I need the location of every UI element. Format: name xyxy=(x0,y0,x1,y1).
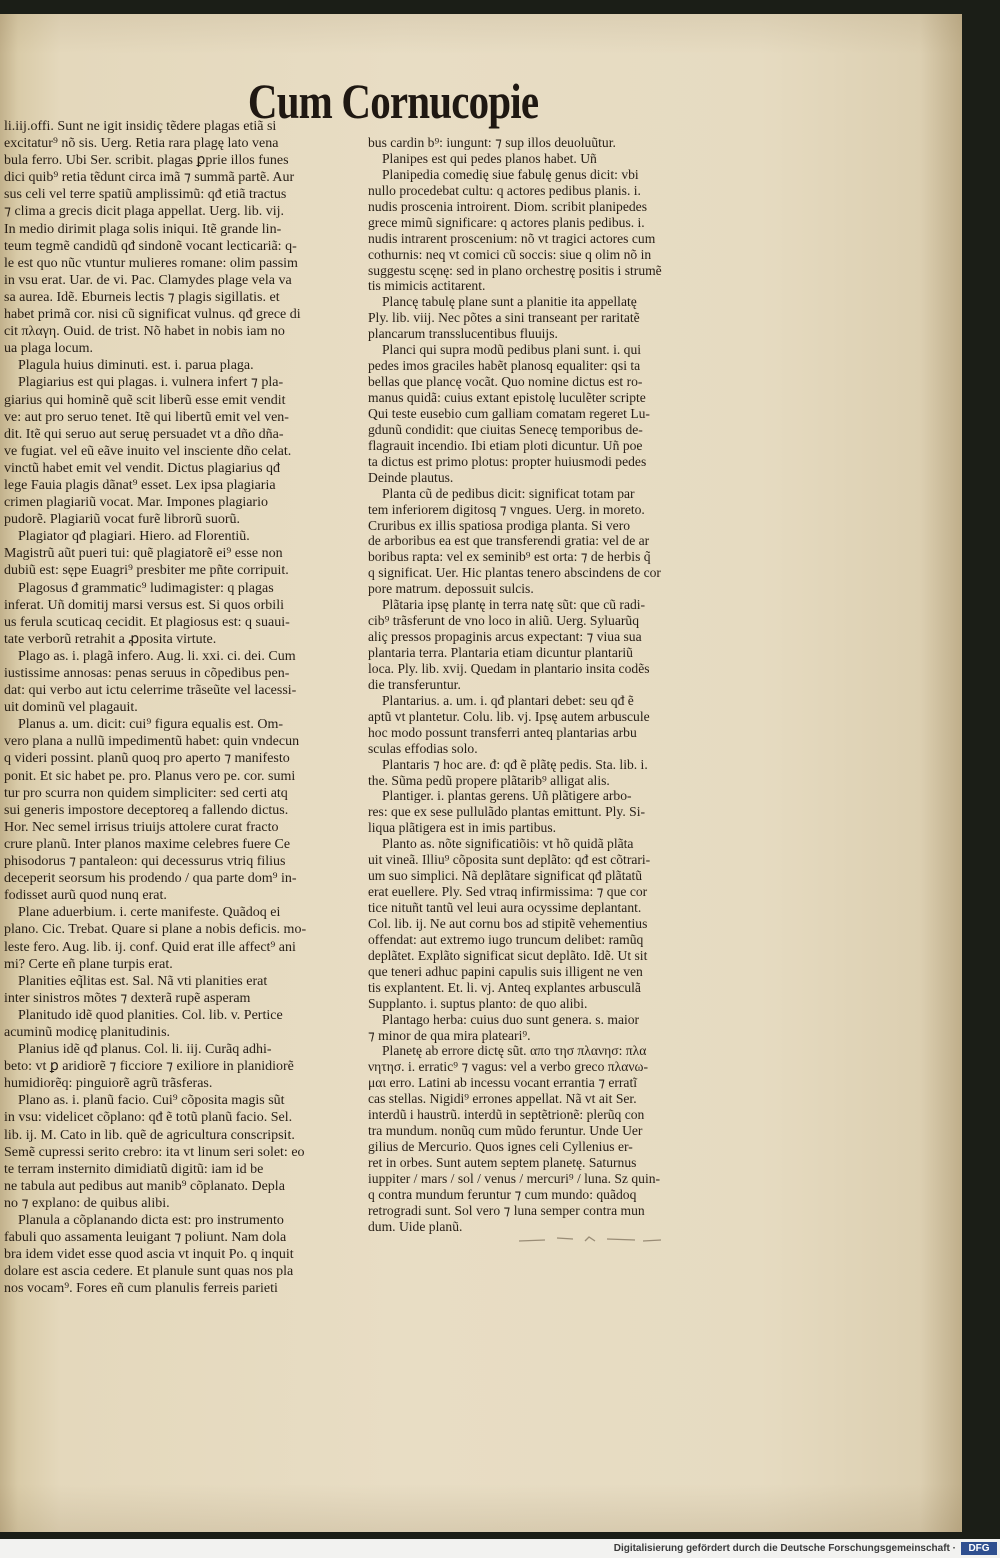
text-line: habet primã cor. nisi cũ significat vulnus. qđ grece di xyxy=(4,307,301,323)
text-line: Semẽ cupressi serito crebro: ita vt linum seri solet: eo xyxy=(4,1144,305,1160)
text-line: Plane aduerbium. i. certe manifeste. Quãdoq ei xyxy=(18,905,281,921)
text-line: Hor. Nec semel irrisus triuijs attolere curat fracto xyxy=(4,819,279,835)
text-line: Planipedia comedię siue fabulę genus dicit: vbi xyxy=(382,166,639,182)
text-line: tis mimicis actitarent. xyxy=(368,278,486,294)
text-line: sculas effodias solo. xyxy=(368,740,478,756)
text-line: lib. ij. M. Cato in lib. quẽ de agricultura conscripsit. xyxy=(4,1127,295,1143)
text-line: gdunũ condidit: que ciuitas Senecę temporibus de- xyxy=(368,421,643,437)
text-line: fabuli quo assamenta leuigant ⁊ poliunt. Nam dola xyxy=(4,1230,287,1246)
text-line: pudorẽ. Plagiariũ vocat furẽ librorũ suorũ. xyxy=(4,512,240,528)
text-line: aptũ vt plantetur. Colu. lib. vj. Ipsę autem arbuscule xyxy=(368,708,650,724)
text-line: dubiũ est: sępe Euagri⁹ presbiter me pñte corripuit. xyxy=(4,563,289,579)
text-line: Cruribus ex illis spatiosa prodiga planta. Si vero xyxy=(368,517,631,533)
text-line: crure planũ. Inter planos maxime celebres fuere Ce xyxy=(4,836,291,852)
text-line: ne tabula aut pedibus aut manib⁹ cõplanato. Depla xyxy=(4,1178,285,1194)
text-line: Plantaris ⁊ hoc are. đ: qđ ẽ plãtę pedis. Sta. lib. i. xyxy=(382,756,648,772)
text-line: vero plana a nullũ impedimentũ habet: quin vndecun xyxy=(4,734,300,750)
text-line: hoc modo possunt transferri anteq plantarias arbu xyxy=(368,724,637,740)
text-line: ret in orbes. Sunt autem septem planetę. Saturnus xyxy=(368,1155,637,1170)
text-line: sui generis impostore deceptoreq a fallendo dictus. xyxy=(4,802,289,818)
text-line: res: que ex sese pullulãdo plantas emittunt. Ply. Si- xyxy=(368,804,645,820)
text-line: sus celi vel terre spatiũ amplissimũ: qđ etiã tractus xyxy=(4,187,287,203)
text-line: beto: vt ꝑ aridiorẽ ⁊ ficciore ⁊ exiliore in planidiorẽ xyxy=(4,1059,294,1075)
text-line: Plagiator qđ plagiari. Hiero. ad Florentiũ. xyxy=(18,529,250,545)
text-line: tis explantent. Et. li. vj. Anteq explantes arbusculã xyxy=(368,979,641,995)
text-line: te terram insternito dimidiatũ digitũ: iam id be xyxy=(4,1161,264,1177)
text-line: Magistrũ aũt pueri tui: quẽ plagiatorẽ ei⁹ esse non xyxy=(4,546,283,562)
text-line: Plãtaria ipsę plantę in terra natę sũt: que cũ radi- xyxy=(382,597,646,613)
text-line: Plantiger. i. plantas gerens. Uñ plãtigere arbo- xyxy=(382,788,632,804)
text-line: dat: qui verbo aut ictu celerrime trãseũte vel lacessi- xyxy=(4,683,297,699)
text-line: Planius idẽ qđ planus. Col. li. iij. Curãq adhi- xyxy=(18,1042,272,1058)
text-line: iuppiter / mars / sol / venus / mercuri⁹ / luna. Sz quin- xyxy=(368,1170,661,1186)
text-line: νητησ. i. erratic⁹ ⁊ vagus: vel a verbo greco πλανω- xyxy=(368,1059,648,1075)
text-line: in vsu: videlicet cõplano: qđ ẽ totũ planũ facio. Sel. xyxy=(4,1110,293,1126)
text-line: le est quo nũc vtuntur mulieres romane: olim passim xyxy=(4,255,298,271)
text-line: aliç pressos propaginis arcus expectant: ⁊ viua sua xyxy=(368,629,642,645)
text-line: nos vocam⁹. Fores eñ cum planulis ferreis parieti xyxy=(4,1281,278,1297)
text-line: In medio dirimit plaga solis iniqui. Itẽ grande lin- xyxy=(4,221,282,237)
text-line: deceperit seorsum his prodendo / qua parte dom⁹ in- xyxy=(4,871,297,887)
text-line: acuminũ modicę planitudinis. xyxy=(4,1024,171,1040)
text-line: Supplanto. i. suptus planto: de quo alibi. xyxy=(368,995,588,1011)
text-line: Plagiarius est qui plagas. i. vulnera infert ⁊ pla- xyxy=(18,375,284,391)
text-line: Plantago herba: cuius duo sunt genera. s. maior xyxy=(382,1011,640,1027)
text-line: q videri possint. planũ quoq pro aperto ⁊ manifesto xyxy=(4,751,290,767)
text-line: excitatur⁹ nõ sis. Uerg. Retia rara plagę lato vena xyxy=(4,136,279,152)
text-line: bellas que plancę vocãt. Quo nomine dictus est ro- xyxy=(368,374,643,390)
text-line: Plancę tabulę plane sunt a planitie ita appellatę xyxy=(382,294,637,310)
text-line: de arboribus ea est que transferendi gratia: vel de ar xyxy=(368,533,650,549)
text-line: cib⁹ trãsferunt de vno loco in aliũ. Uerg. Syluarũq xyxy=(368,613,640,629)
text-line: iustissime annosas: penas seruus in cõpedibus pen- xyxy=(4,666,290,681)
text-line: tem inferiorem digitosq ⁊ vngues. Uerg. in moreto. xyxy=(368,501,645,517)
text-line: us ferula scuticaq cecidit. Et plagiosus est: q suaui- xyxy=(4,614,290,630)
text-line: Planula a cõplanando dicta est: pro instrumento xyxy=(18,1213,284,1228)
text-line: li.iij.offi. Sunt ne igit insidiç tẽdere plagas etiã si xyxy=(4,119,277,134)
text-line: Planci qui supra modũ pedibus plani sunt. i. qui xyxy=(382,342,642,358)
text-line: Plagosus đ grammatic⁹ ludimagister: q plagas xyxy=(18,580,274,596)
text-line: dici quib⁹ retia tẽdunt circa imã ⁊ summã partẽ. Aur xyxy=(4,170,295,186)
text-line: Planto as. nõte significatiõis: vt hõ quidã plãta xyxy=(382,836,634,852)
text-line: Planus a. um. dicit: cui⁹ figura equalis est. Om- xyxy=(18,717,283,733)
text-line: q significat. Uer. Hic plantas tenero abscindens de cor xyxy=(368,565,661,581)
text-line: plancarum transslucentibus fluuijs. xyxy=(368,326,558,342)
text-line: bus cardin b⁹: iungunt: ⁊ sup illos deuoluũtur. xyxy=(368,135,616,150)
text-line: dit. Itẽ qui seruo aut seruę persuadet vt a dño dña- xyxy=(4,426,284,442)
text-line: bula ferro. Ubi Ser. scribit. plagas ꝑprie illos funes xyxy=(4,153,289,169)
text-line: Col. lib. ij. Ne aut cornu bos ad stipitẽ vehementius xyxy=(368,915,648,931)
text-line: cas stellas. Nigidi⁹ errones appellat. Nã vt ait Ser. xyxy=(368,1091,637,1107)
text-line: Qui teste eusebio cum galliam comatam regeret Lu- xyxy=(368,405,650,421)
text-line: nudis proscenia introirent. Diom. scribit planipedes xyxy=(368,198,647,214)
text-line: ua plaga locum. xyxy=(4,341,94,357)
text-line: loca. Ply. lib. xvij. Quedam in plantario insita codẽs xyxy=(368,660,650,676)
text-line: dolare est ascia cedere. Et planule sunt quas nos pla xyxy=(4,1264,294,1280)
text-line: Planitudo idẽ quod planities. Col. lib. v. Pertice xyxy=(18,1007,283,1023)
text-line: nudis intrarent proscenium: nõ vt tragici actores cum xyxy=(368,230,656,246)
text-line: μαι erro. Latini ab incessu vocant errantia ⁊ erratĩ xyxy=(368,1075,638,1091)
text-line: boribus rapta: vel ex seminib⁹ est orta: ⁊ de herbis q̃ xyxy=(368,549,651,565)
right-column xyxy=(368,135,720,1240)
text-line: vinctũ habet emit vel vendit. Dictus plagiarius qđ xyxy=(4,460,281,476)
text-line: ve: aut pro seruo tenet. Itẽ qui libertũ emit vel ven- xyxy=(4,409,289,425)
ornament-marks xyxy=(515,1232,665,1246)
text-line: bra idem videt esse quod ascia vt inquit Po. q inquit xyxy=(4,1247,294,1263)
text-line: ta dictus est primo plotus: propter huiusmodi pedes xyxy=(368,453,647,469)
text-line: offendat: aut extremo iugo truncum delibet: ramũq xyxy=(368,931,644,947)
text-line: the. Sũma pedũ propere plãtarib⁹ alligat alis. xyxy=(368,772,610,788)
text-line: Planities eq̃litas est. Sal. Nã vti planities erat xyxy=(18,973,268,989)
text-line: Plago as. i. plagã infero. Aug. li. xxi. ci. dei. Cum xyxy=(18,648,296,664)
text-line: in vsu erat. Uar. de vi. Pac. Clamydes plage vela va xyxy=(4,272,292,288)
text-line: suggestu scęnę: sed in plano orchestrę positis i strumẽ xyxy=(368,262,662,278)
text-line: Planipes est qui pedes planos habet. Uñ xyxy=(382,150,597,166)
text-line: ve fugiat. vel eũ eãve inuito vel insciente dño celat. xyxy=(4,443,292,459)
text-line: deplãtet. Explãto significat sicut deplãto. Idẽ. Ut sit xyxy=(368,947,648,963)
running-head: Cum Cornucopie xyxy=(247,73,539,129)
footer-band xyxy=(0,1539,1000,1558)
text-line: uit vineã. Illiu⁹ cõposita sunt deplãto: qđ est cõtrari- xyxy=(368,852,651,868)
text-line: Planta cũ de pedibus dicit: significat totam par xyxy=(382,485,635,501)
text-line: erat euellere. Ply. Sed vtraq infirmissima: ⁊ que cor xyxy=(368,884,648,900)
text-line: humidiorẽq: pinguiorẽ agrũ trãsferas. xyxy=(4,1076,213,1092)
text-line: inter sinistros mõtes ⁊ dexterã rupẽ asperam xyxy=(4,990,251,1006)
left-column xyxy=(4,118,354,1303)
text-line: sa aurea. Idẽ. Eburneis lectis ⁊ plagis sigillatis. et xyxy=(4,289,280,305)
text-line: inferat. Uñ domitij marsi versus est. Si quos orbili xyxy=(4,597,284,613)
text-line: interdũ i haustrũ. interdũ in septẽtrionẽ: plerũq con xyxy=(368,1107,645,1123)
text-line: uit dominũ vel plagauit. xyxy=(4,700,138,716)
text-line: flagrauit incendio. Ibi etiam ploti dicuntur. Uñ poe xyxy=(368,437,643,453)
text-line: ponit. Et sic habet pe. pro. Planus vero pe. cor. sumi xyxy=(4,768,296,784)
text-line: lege Fauia plagis dãnat⁹ esset. Lex ipsa plagiaria xyxy=(4,477,276,493)
text-line: mi? Certe eñ plane turpis erat. xyxy=(4,956,173,972)
text-line: tate verborũ retrahit a ꝓposita virtute. xyxy=(4,631,217,647)
text-line: fodisset aurũ quod nunq erat. xyxy=(4,888,167,904)
text-line: Plantarius. a. um. i. qđ plantari debet: seu qđ ẽ xyxy=(382,692,634,708)
text-line: phisodorus ⁊ pantaleon: qui decessurus vtriq filius xyxy=(4,854,286,870)
text-line: nullo procedebat cultu: q actores pedibus planis. i. xyxy=(368,182,641,198)
text-line: ⁊ minor de qua mira plateari⁹. xyxy=(368,1027,531,1043)
text-line: tra mundum. nonũq cum mũdo feruntur. Unde Uer xyxy=(368,1123,643,1139)
text-line: giarius qui hominẽ quẽ scit liberũ esse emit vendit xyxy=(4,392,286,408)
text-line: cothurnis: neq vt comici cũ soccis: siue q olim nõ in xyxy=(368,246,652,262)
text-line: teum tegmẽ candidũ qđ sindonẽ vocant lecticariã: q- xyxy=(4,238,297,254)
dfg-credit: Digitalisierung gefördert durch die Deutsche Forschungsgemeinschaft · xyxy=(613,1543,956,1554)
text-line: leste fero. Aug. lib. ij. conf. Quid erat ille affect⁹ ani xyxy=(4,939,296,955)
text-line: pore matrum. depossuit sulcis. xyxy=(368,581,534,597)
dfg-logo: DFG xyxy=(961,1542,997,1555)
text-line: cit πλαγη. Ouid. de trist. Nõ habet in nobis iam no xyxy=(4,324,285,340)
text-line: liqua plãtigera est in imis partibus. xyxy=(368,820,557,836)
text-line: Planetę ab errore dictę sũt. απο τησ πλανησ: πλα xyxy=(382,1043,647,1059)
text-line: gilius de Mercurio. Quos ignes celi Cyllenius er- xyxy=(368,1139,633,1155)
text-line: Ply. lib. viij. Nec põtes a sini transeant per raritatẽ xyxy=(368,310,640,326)
text-line: grece mimũ significare: q actores planis pedibus. i. xyxy=(368,214,645,230)
text-line: que teneri adhuc papini capulis suis illigent ne ven xyxy=(368,963,643,979)
text-line: dum. Uide planũ. xyxy=(368,1218,463,1234)
text-line: retrogradi sunt. Sol vero ⁊ luna semper contra mun xyxy=(368,1202,645,1218)
text-line: no ⁊ explano: de quibus alibi. xyxy=(4,1195,170,1211)
text-line: manus quidã: cuius extant epistolę luculẽter scripte xyxy=(368,390,646,405)
text-line: die transferuntur. xyxy=(368,676,461,692)
text-line: Deinde plautus. xyxy=(368,469,454,485)
text-line: Plagula huius diminuti. est. i. parua plaga. xyxy=(18,358,254,374)
text-line: pedes imos graciles habẽt planosq equaliter: qsi ta xyxy=(368,358,641,374)
text-line: plantaria terra. Plantaria etiam dicuntur plantariũ xyxy=(368,645,633,660)
text-line: crimen plagiariũ vocat. Mar. Impones plagiario xyxy=(4,495,268,511)
page-scan xyxy=(0,14,962,1532)
text-line: q contra mundum feruntur ⁊ cum mundo: quãdoq xyxy=(368,1186,637,1202)
text-line: um suo simplici. Nã deplãtare significat qđ plãtatũ xyxy=(368,868,643,884)
text-line: plano. Cic. Trebat. Quare si plane a nobis deficis. mo- xyxy=(4,922,307,938)
text-line: ⁊ clima a grecis dicit plaga appellat. Uerg. lib. vij. xyxy=(4,204,284,220)
text-line: tice nituñt tantũ vel leui aura ocyssime deplantant. xyxy=(368,900,642,915)
text-line: Plano as. i. planũ facio. Cui⁹ cõposita magis sũt xyxy=(18,1093,285,1109)
text-line: tur pro scurra non quidem simpliciter: sed certi atq xyxy=(4,785,288,801)
